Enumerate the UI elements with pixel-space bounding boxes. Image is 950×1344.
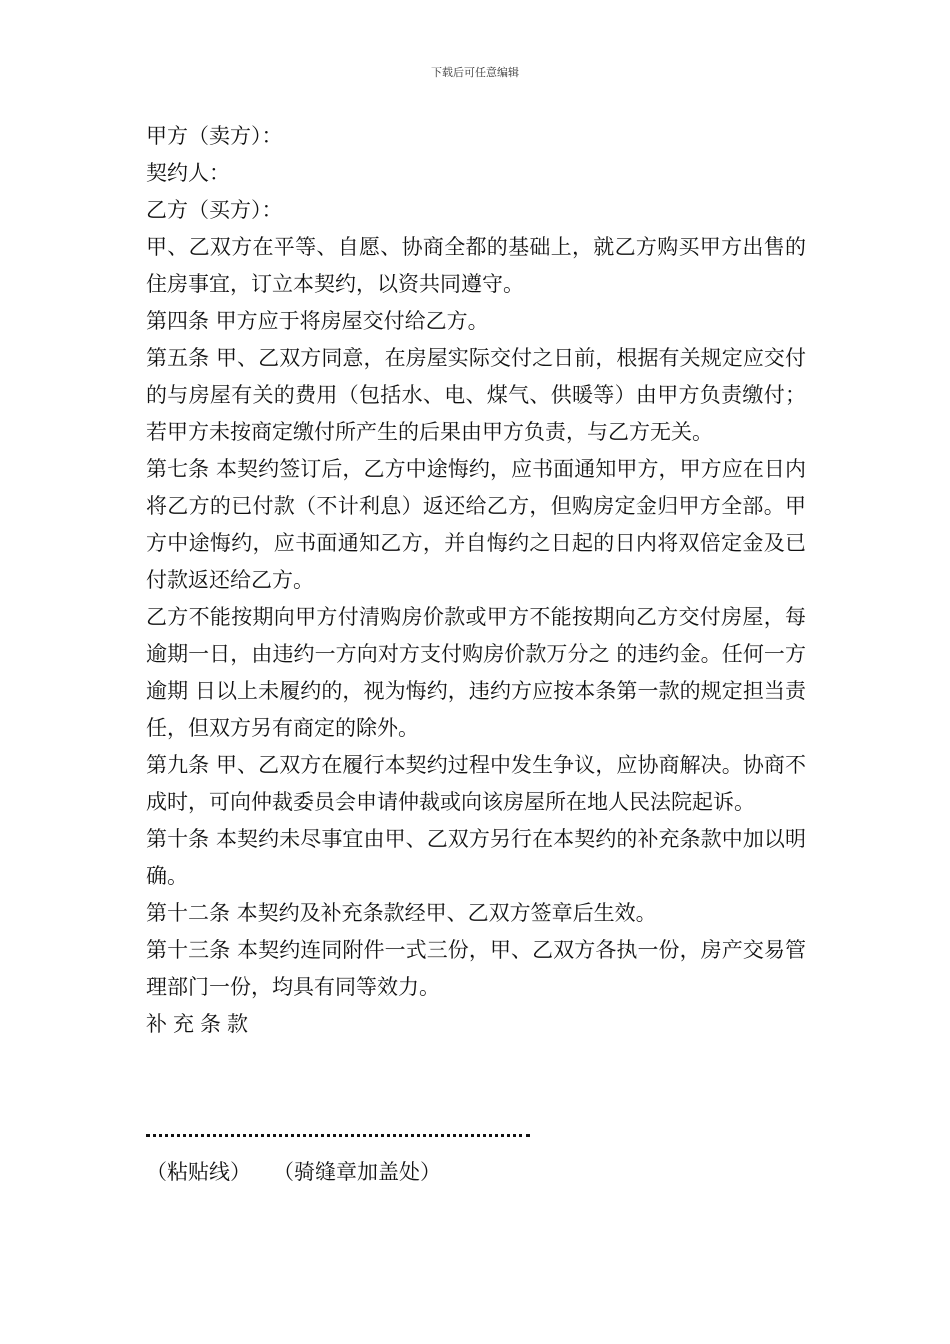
seal-label: （骑缝章加盖处） xyxy=(273,1160,441,1184)
article-12-paragraph: 第十二条 本契约及补充条款经甲、乙双方签章后生效。 xyxy=(146,901,657,925)
paste-line-label: （粘贴线） xyxy=(146,1160,251,1184)
contract-body xyxy=(146,118,806,1043)
preamble-paragraph: 甲、乙双方在平等、自愿、协商全都的基础上，就乙方购买甲方出售的住房事宜，订立本契约，以资共同遵守。 xyxy=(146,235,806,296)
article-10-paragraph: 第十条 本契约未尽事宜由甲、乙双方另行在本契约的补充条款中加以明确。 xyxy=(146,827,806,888)
article-5-paragraph: 第五条 甲、乙双方同意，在房屋实际交付之日前，根据有关规定应交付的与房屋有关的费用（包括水、电、煤气、供暖等）由甲方负责缴付；若甲方未按商定缴付所产生的后果由甲方负责，与乙方无关。 xyxy=(146,346,806,444)
article-4-paragraph: 第四条 甲方应于将房屋交付给乙方。 xyxy=(146,309,489,333)
paste-dotted-line xyxy=(146,1134,530,1137)
article-13-paragraph: 第十三条 本契约连同附件一式三份，甲、乙双方各执一份，房产交易管理部门一份，均具有同等效力。 xyxy=(146,938,806,999)
party-a-line: 甲方（卖方）： xyxy=(146,124,283,148)
overdue-clause-paragraph: 乙方不能按期向甲方付清购房价款或甲方不能按期向乙方交付房屋，每逾期一日，由违约一方向对方支付购房价款万分之 的违约金。任何一方逾期 日以上未履约的，视为悔约，违约方应按本条第一款的规定担当责任，但双方另有商定的除外。 xyxy=(146,605,806,740)
article-9-paragraph: 第九条 甲、乙双方在履行本契约过程中发生争议，应协商解决。协商不成时，可向仲裁委员会申请仲裁或向该房屋所在地人民法院起诉。 xyxy=(146,753,806,814)
article-7-paragraph: 第七条 本契约签订后，乙方中途悔约，应书面通知甲方，甲方应在日内将乙方的已付款（不计利息）返还给乙方，但购房定金归甲方全部。甲方中途悔约，应书面通知乙方，并自悔约之日起的日内将双倍定金及已付款返还给乙方。 xyxy=(146,457,806,592)
header-note: 下载后可任意编辑 xyxy=(431,66,519,79)
paste-row xyxy=(146,1154,441,1191)
supplementary-heading: 补充条款 xyxy=(146,1012,254,1036)
agent-line: 契约人： xyxy=(146,161,230,185)
party-b-line: 乙方（买方）： xyxy=(146,198,283,222)
